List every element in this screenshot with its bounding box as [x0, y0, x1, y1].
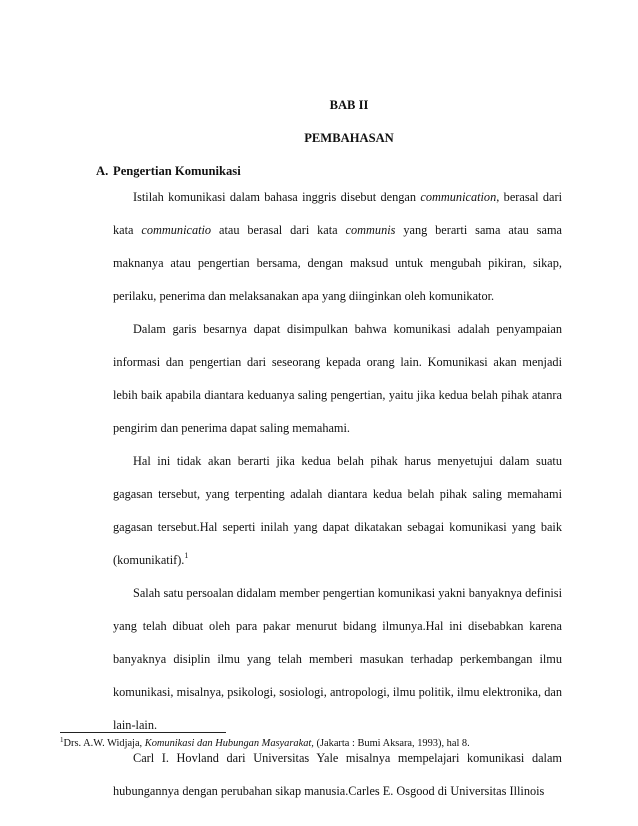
subsection-heading — [96, 164, 241, 179]
footnote-publication: (Jakarta : Bumi Aksara, 1993), hal 8. — [313, 738, 470, 749]
p1-text-g: yang berarti sama atau sama maknanya atau pengertian bersama, dengan maksud untuk mengubah pikiran, sikap, perilaku, penerima dan melaksanakan apa yang diinginkan oleh komunikator. — [113, 223, 562, 303]
term-communicatio: communicatio — [141, 223, 212, 237]
body-text — [113, 181, 562, 808]
subsection-label: A. — [96, 164, 109, 178]
paragraph-5: Carl I. Hovland dari Universitas Yale misalnya mempelajari komunikasi dalam hubungannya dengan perubahan sikap manusia.Carles E. Osgood di Universitas Illinois — [113, 751, 562, 798]
section-heading: PEMBAHASAN — [304, 131, 394, 145]
p1-text-a: Istilah komunikasi dalam bahasa inggris disebut dengan — [133, 190, 421, 204]
chapter-heading: BAB II — [329, 98, 369, 112]
p1-text-e: atau berasal dari kata — [211, 223, 346, 237]
p3-text: Hal ini tidak akan berarti jika kedua belah pihak harus menyetujui dalam suatu gagasan tersebut, yang terpenting adalah diantara kedua belah pihak saling memahami gagasan tersebut.Hal seperti inilah yang dapat dikatakan sebagai komunikasi yang baik (komunikatif). — [113, 454, 562, 567]
subsection-title: Pengertian Komunikasi — [113, 164, 241, 178]
p1-text-c: , berasal dari kata — [113, 190, 562, 237]
footnote-number: 1 — [60, 736, 64, 744]
term-communication: communication — [420, 190, 497, 204]
paragraph-4: Salah satu persoalan didalam member pengertian komunikasi yakni banyaknya definisi yang telah dibuat oleh para pakar menurut bidang ilmunya.Hal ini disebabkan karena banyaknya disiplin ilmu yang telah memberi masukan terhadap perkembangan ilmu komunikasi, misalnya, psikologi, sosiologi, antropologi, ilmu politik, ilmu elektronika, dan lain-lain. — [113, 586, 562, 732]
footnote-reference[interactable]: 1 — [184, 551, 189, 560]
paragraph-1 — [113, 181, 562, 313]
footnote-divider — [60, 732, 226, 733]
footnote-book-title: Komunikasi dan Hubungan Masyarakat, — [144, 738, 314, 749]
paragraph-3 — [113, 445, 562, 577]
paragraph-2: Dalam garis besarnya dapat disimpulkan bahwa komunikasi adalah penyampaian informasi dan pengertian dari seseorang kepada orang lain. Komunikasi akan menjadi lebih baik apabila diantara keduanya saling pengertian, yaitu jika kedua belah pihak atanra pengirim dan penerima dapat saling memahami. — [113, 322, 562, 435]
footnote-author: Drs. A.W. Widjaja, — [63, 738, 145, 749]
footnote — [60, 738, 580, 749]
term-communis: communis — [345, 223, 396, 237]
